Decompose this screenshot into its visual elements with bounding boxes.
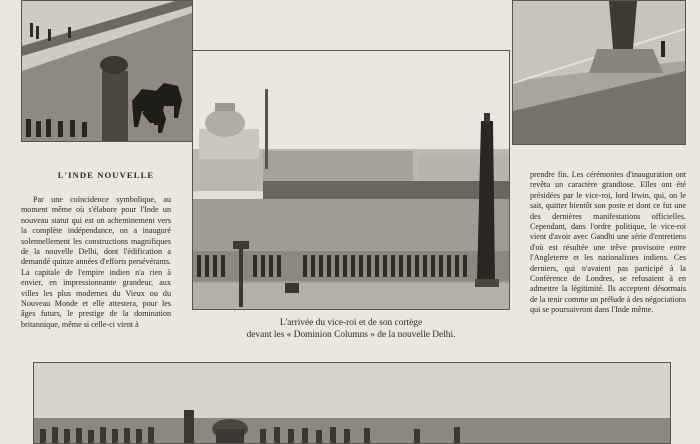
photo-crowd-ceremony [33,362,671,444]
article-column-right [530,170,686,316]
photo-viceroy-arrival [192,50,510,310]
article-paragraph-right: prendre fin. Les cérémonies d'inauguration ont revêtu un caractère grandiose. Elles ont été présidées par le vice-roi, lord Irwin, qui, on le sait, quitter bientôt son poste et dont ce fut une des dernières manifestations officielles. Cependant, dans l'ordre politique, le vice-roi vient d'avoir avec Gandhi une série d'entretiens d'où est résultée une trêve provisoire entre l'Angleterre et les nationalistes indiens. Ces derniers, qui n'avaient pas participé à la Conférence de Londres, se refusaient à en admettre la légitimité. Ils acceptent désormais de la tenir comme un prélude à des négociations qui se poursuivront dans l'Inde même. [530,170,686,315]
article-paragraph-left: Par une coïncidence symbolique, au moment même où s'élabore pour l'Inde un nouveau statut qui est un acheminement vers la complète indépendance, on a inauguré solennellement les constructions magnifiques de la nouvelle Delhi, dont l'édification a demandé quinze années d'efforts persévérants. La capitale de l'empire indien n'a rien à envier, en impressionnante grandeur, aux villes les plus modernes du Vieux ou du Nouveau Monde et elle attestera, pour les âges futurs, le prestige de la domination britannique, même si celle-ci vient à [21,195,171,329]
caption-line-2: devant les « Dominion Columns » de la nouvelle Delhi. [246,329,456,340]
article-column-left [21,195,171,330]
photo-procession-cavalry [21,0,193,142]
article-heading: L'INDE NOUVELLE [57,170,155,180]
photo-plaza-column [512,0,686,145]
photo-caption [196,318,506,341]
caption-line-1: L'arrivée du vice-roi et de son cortège [279,318,423,328]
